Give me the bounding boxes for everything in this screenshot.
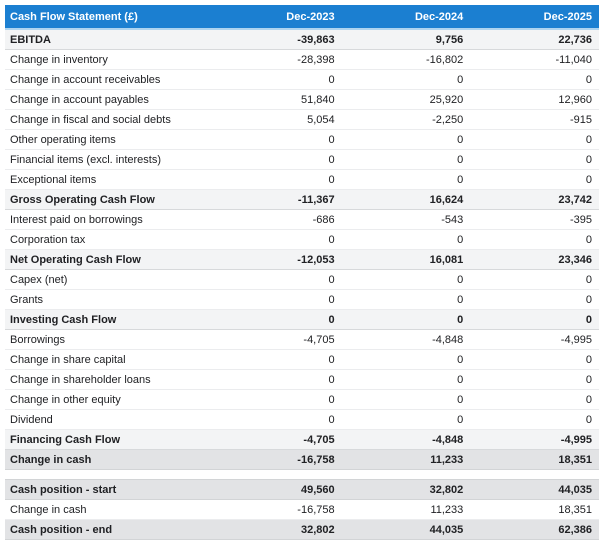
table-row-change-in-share-capital <box>5 350 599 370</box>
table-row-change-in-cash-summary <box>5 500 599 520</box>
row-value: -4,848 <box>342 430 471 450</box>
row-value: 0 <box>213 390 342 410</box>
column-header-dec-2024: Dec-2024 <box>342 5 471 29</box>
row-value: 0 <box>470 310 599 330</box>
row-value: -915 <box>470 110 599 130</box>
row-label: Cash position - end <box>5 520 213 540</box>
row-label: Dividend <box>5 410 213 430</box>
table-row-cash-position-end <box>5 520 599 540</box>
row-value: -2,250 <box>342 110 471 130</box>
row-label: Exceptional items <box>5 170 213 190</box>
row-value: 0 <box>213 270 342 290</box>
row-value: 18,351 <box>470 500 599 520</box>
header-row <box>5 5 599 29</box>
row-value: 0 <box>213 370 342 390</box>
row-value: 0 <box>342 350 471 370</box>
row-value: 0 <box>342 150 471 170</box>
table-row-ebitda <box>5 29 599 50</box>
row-value: 51,840 <box>213 90 342 110</box>
row-value: 0 <box>342 170 471 190</box>
row-label: Net Operating Cash Flow <box>5 250 213 270</box>
row-label: Investing Cash Flow <box>5 310 213 330</box>
row-value: 0 <box>470 170 599 190</box>
row-value: 22,736 <box>470 29 599 50</box>
row-value: -12,053 <box>213 250 342 270</box>
row-value: 0 <box>470 70 599 90</box>
table-row-corporation-tax <box>5 230 599 250</box>
cash-position-table <box>5 479 599 540</box>
table-row-capex-net <box>5 270 599 290</box>
row-value: 0 <box>470 150 599 170</box>
row-value: 44,035 <box>470 480 599 500</box>
row-value: 0 <box>342 290 471 310</box>
row-value: -395 <box>470 210 599 230</box>
row-value: 0 <box>213 410 342 430</box>
table-row-change-in-other-equity <box>5 390 599 410</box>
table-row-cash-position-start <box>5 480 599 500</box>
table-title: Cash Flow Statement (£) <box>5 5 213 29</box>
table-row-change-in-inventory <box>5 50 599 70</box>
column-header-dec-2025: Dec-2025 <box>470 5 599 29</box>
row-label: Change in cash <box>5 500 213 520</box>
row-value: 23,742 <box>470 190 599 210</box>
row-value: -543 <box>342 210 471 230</box>
row-value: 0 <box>342 410 471 430</box>
row-value: 0 <box>213 230 342 250</box>
table-row-change-in-account-receivables <box>5 70 599 90</box>
row-value: 23,346 <box>470 250 599 270</box>
row-value: 11,233 <box>342 500 471 520</box>
row-value: 9,756 <box>342 29 471 50</box>
row-value: -4,705 <box>213 430 342 450</box>
row-value: 44,035 <box>342 520 471 540</box>
cash-flow-table <box>5 5 599 470</box>
row-label: Grants <box>5 290 213 310</box>
table-row-exceptional-items <box>5 170 599 190</box>
row-label: Capex (net) <box>5 270 213 290</box>
row-value: 5,054 <box>213 110 342 130</box>
table-row-other-operating-items <box>5 130 599 150</box>
row-value: -28,398 <box>213 50 342 70</box>
row-value: 0 <box>213 170 342 190</box>
table-header <box>5 5 599 29</box>
table-row-gross-operating-cash-flow <box>5 190 599 210</box>
row-value: 0 <box>213 310 342 330</box>
row-value: 32,802 <box>342 480 471 500</box>
row-value: 0 <box>213 70 342 90</box>
row-value: -11,367 <box>213 190 342 210</box>
row-value: 25,920 <box>342 90 471 110</box>
row-value: 0 <box>213 350 342 370</box>
row-value: 0 <box>213 290 342 310</box>
column-header-dec-2023: Dec-2023 <box>213 5 342 29</box>
row-label: Corporation tax <box>5 230 213 250</box>
row-value: 0 <box>213 150 342 170</box>
row-label: Change in share capital <box>5 350 213 370</box>
row-value: 0 <box>470 290 599 310</box>
row-value: 16,081 <box>342 250 471 270</box>
row-value: 0 <box>342 70 471 90</box>
row-label: Cash position - start <box>5 480 213 500</box>
table-row-change-in-cash <box>5 450 599 470</box>
row-value: 0 <box>470 370 599 390</box>
row-value: -16,758 <box>213 450 342 470</box>
row-label: EBITDA <box>5 29 213 50</box>
row-value: -686 <box>213 210 342 230</box>
row-label: Change in account payables <box>5 90 213 110</box>
row-label: Financial items (excl. interests) <box>5 150 213 170</box>
row-value: -4,848 <box>342 330 471 350</box>
row-value: -4,995 <box>470 330 599 350</box>
row-value: 0 <box>470 130 599 150</box>
row-value: -4,705 <box>213 330 342 350</box>
row-value: 0 <box>470 410 599 430</box>
row-label: Interest paid on borrowings <box>5 210 213 230</box>
row-value: 12,960 <box>470 90 599 110</box>
table-row-borrowings <box>5 330 599 350</box>
row-value: 0 <box>342 310 471 330</box>
row-value: 0 <box>470 270 599 290</box>
row-value: 0 <box>342 130 471 150</box>
row-value: 0 <box>470 390 599 410</box>
table-row-net-operating-cash-flow <box>5 250 599 270</box>
row-value: -11,040 <box>470 50 599 70</box>
row-label: Change in other equity <box>5 390 213 410</box>
row-value: 16,624 <box>342 190 471 210</box>
row-value: 0 <box>213 130 342 150</box>
row-label: Gross Operating Cash Flow <box>5 190 213 210</box>
row-label: Other operating items <box>5 130 213 150</box>
row-label: Change in cash <box>5 450 213 470</box>
row-value: 62,386 <box>470 520 599 540</box>
row-label: Change in shareholder loans <box>5 370 213 390</box>
row-label: Borrowings <box>5 330 213 350</box>
table-row-change-in-shareholder-loans <box>5 370 599 390</box>
row-value: 0 <box>342 230 471 250</box>
row-label: Change in account receivables <box>5 70 213 90</box>
row-value: 0 <box>342 370 471 390</box>
row-value: -16,758 <box>213 500 342 520</box>
table-row-grants <box>5 290 599 310</box>
row-value: 49,560 <box>213 480 342 500</box>
row-label: Change in fiscal and social debts <box>5 110 213 130</box>
row-value: 32,802 <box>213 520 342 540</box>
row-value: 11,233 <box>342 450 471 470</box>
row-value: 0 <box>470 230 599 250</box>
row-value: -16,802 <box>342 50 471 70</box>
table-row-financing-cash-flow <box>5 430 599 450</box>
row-value: -39,863 <box>213 29 342 50</box>
row-value: 0 <box>342 270 471 290</box>
table-row-interest-paid-on-borrowings <box>5 210 599 230</box>
row-label: Financing Cash Flow <box>5 430 213 450</box>
row-value: 0 <box>342 390 471 410</box>
row-label: Change in inventory <box>5 50 213 70</box>
row-value: -4,995 <box>470 430 599 450</box>
row-value: 18,351 <box>470 450 599 470</box>
row-value: 0 <box>470 350 599 370</box>
table-row-dividend <box>5 410 599 430</box>
table-row-investing-cash-flow <box>5 310 599 330</box>
table-row-change-in-account-payables <box>5 90 599 110</box>
table-row-change-in-fiscal-and-social-debts <box>5 110 599 130</box>
table-row-financial-items <box>5 150 599 170</box>
cash-flow-statement <box>5 5 599 540</box>
